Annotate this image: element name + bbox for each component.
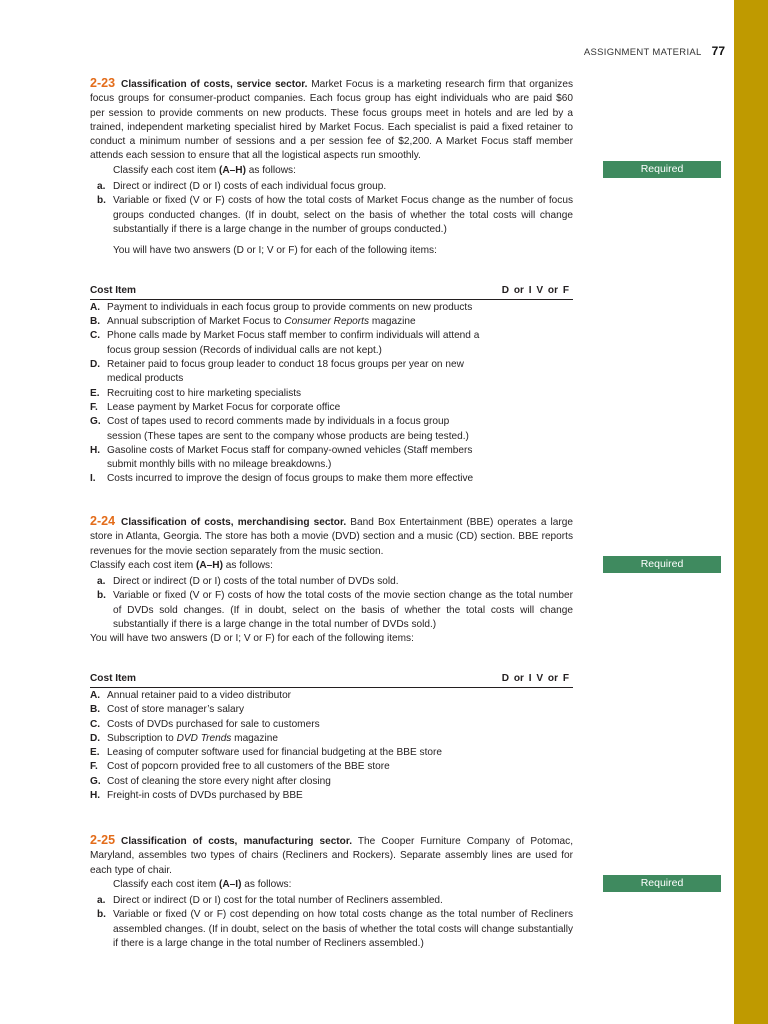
task-item [90, 180, 573, 194]
cost-item [90, 301, 485, 315]
problem-number: 2-24 [90, 514, 116, 528]
cost-item-text: Cost of popcorn provided free to all customers of the BBE store [107, 761, 390, 773]
task-label: b. [97, 909, 106, 921]
task-text: Direct or indirect (D or I) cost for the total number of Recliners assembled. [113, 895, 443, 907]
cost-item [90, 760, 485, 774]
cost-item-list [90, 689, 485, 803]
cost-item-text: Recruiting cost to hire marketing specialists [107, 387, 302, 399]
cost-item-text: Costs of DVDs purchased for sale to customers [107, 718, 320, 730]
task-list [90, 894, 573, 951]
cost-item-text: Cost of store manager’s salary [107, 704, 245, 716]
cost-item-text: Gasoline costs of Market Focus staff for company-owned vehicles (Staff members submit monthly bills with no mileage breakdowns.) [107, 444, 473, 471]
gold-edge-bar [734, 0, 768, 1024]
classify-text: Classify each cost item [113, 164, 220, 176]
task-label: a. [97, 895, 106, 907]
magazine-title: Consumer Reports [284, 316, 370, 328]
cost-item-heading: Cost Item [90, 672, 136, 684]
required-badge: Required [603, 875, 721, 892]
cost-item-text: Phone calls made by Market Focus staff member to confirm individuals will attend a focus group session (Records of individual calls are not kept.) [107, 330, 480, 356]
required-badge: Required [603, 556, 721, 573]
answers-note: You will have two answers (D or I; V or F) for each of the following items: [90, 633, 414, 645]
problem-2-23 [90, 76, 573, 487]
task-item [90, 575, 573, 589]
task-item [90, 589, 573, 632]
answer-columns-heading: D or I V or F [501, 284, 569, 296]
classify-range: (A–I) [219, 878, 242, 890]
cost-item-heading: Cost Item [90, 284, 136, 296]
classify-instruction [90, 559, 573, 573]
cost-item-text-end: magazine [369, 316, 416, 328]
cost-item-label: D. [90, 732, 101, 744]
task-label: b. [97, 590, 106, 602]
cost-item [90, 732, 485, 746]
task-label: a. [97, 576, 106, 588]
classify-text: Classify each cost item [113, 878, 220, 890]
cost-item-text: Lease payment by Market Focus for corporate office [107, 401, 341, 413]
cost-item-label: D. [90, 359, 101, 371]
problem-intro-text: Market Focus is a marketing research firm that organizes focus groups for consumer-product companies. Each focus group has eight individuals who are paid $60 per session to provide comments on new products. These focus groups meet in hotels and are led by a trained, independent marketing specialist hired by Market Focus. Each specialist is paid a fixed retainer to conduct a minimum number of sessions and a per session fee of $2,200. A Market Focus staff member attends each session to ensure that all the logistical aspects run smoothly. [90, 79, 573, 162]
problem-intro [90, 514, 573, 559]
cost-item-text-end: magazine [231, 732, 278, 744]
cost-item-text: Annual retainer paid to a video distributor [107, 689, 292, 701]
problem-title: Classification of costs, merchandising sector. [121, 517, 347, 528]
problem-intro [90, 76, 573, 164]
cost-item-label: B. [90, 704, 101, 716]
cost-item [90, 472, 485, 486]
cost-item-text: Cost of tapes used to record comments made by individuals in a focus group session (These tapes are sent to the company whose products are being tested.) [107, 416, 469, 442]
task-list [90, 575, 573, 632]
cost-item-label: B. [90, 316, 101, 328]
cost-item [90, 329, 485, 358]
cost-item [90, 789, 485, 803]
cost-item-text: Cost of cleaning the store every night after closing [107, 775, 331, 787]
problem-2-25 [90, 833, 573, 951]
magazine-title: DVD Trends [176, 732, 232, 744]
page-number: 77 [711, 44, 725, 58]
cost-table-header [90, 672, 573, 688]
cost-item [90, 746, 485, 760]
cost-item [90, 689, 485, 703]
cost-item-text: Leasing of computer software used for financial budgeting at the BBE store [107, 747, 442, 759]
cost-item-list [90, 301, 485, 487]
task-label: a. [97, 181, 106, 193]
task-text: Variable or fixed (V or F) costs of how the total costs of Market Focus change as the number of focus groups conducted changes. (If in doubt, select on the basis of whether the total costs will change substantially if there is a large change in the number of groups conducted.) [113, 195, 573, 235]
cost-item-label: H. [90, 444, 101, 456]
task-list [90, 180, 573, 237]
cost-item [90, 703, 485, 717]
task-item [90, 194, 573, 237]
cost-item-text: Subscription to [107, 732, 177, 744]
task-text: Direct or indirect (D or I) costs of the total number of DVDs sold. [113, 576, 399, 588]
cost-item-text: Retainer paid to focus group leader to conduct 18 focus groups per year on new medical products [107, 359, 464, 385]
cost-item-label: C. [90, 718, 101, 730]
cost-item [90, 358, 485, 387]
task-item [90, 908, 573, 951]
classify-text: Classify each cost item [90, 559, 197, 571]
required-badge: Required [603, 161, 721, 178]
task-label: b. [97, 195, 106, 207]
cost-item [90, 315, 485, 329]
cost-item-label: G. [90, 775, 101, 787]
task-item [90, 894, 573, 908]
problem-title: Classification of costs, manufacturing sector. [121, 836, 353, 847]
problem-intro-text: Band Box Entertainment (BBE) operates a large store in Atlanta, Georgia. The store has both a movie (DVD) section and a music (CD) section. BBE reports revenues for the movie section separately from the music section. [90, 517, 573, 557]
problem-number: 2-25 [90, 833, 116, 847]
cost-item-label: C. [90, 330, 101, 342]
problem-intro [90, 833, 573, 878]
cost-item-label: A. [90, 689, 101, 701]
classify-text-end: as follows: [241, 878, 292, 890]
classify-range: (A–H) [196, 559, 223, 571]
task-text: Direct or indirect (D or I) costs of each individual focus group. [113, 181, 387, 193]
answers-note: You will have two answers (D or I; V or F) for each of the following items: [113, 245, 437, 257]
cost-item-text: Costs incurred to improve the design of focus groups to make them more effective [107, 473, 474, 485]
cost-item [90, 415, 485, 444]
classify-instruction [90, 878, 573, 892]
classify-instruction [90, 164, 573, 178]
cost-item-label: E. [90, 747, 100, 759]
cost-item-label: I. [90, 473, 96, 485]
answer-columns-heading: D or I V or F [501, 672, 569, 684]
classify-text-end: as follows: [245, 164, 296, 176]
cost-item-text: Payment to individuals in each focus group to provide comments on new products [107, 301, 473, 313]
section-title: ASSIGNMENT MATERIAL [583, 47, 702, 58]
task-text: Variable or fixed (V or F) cost depending on how total costs change as the total number of Recliners assembled changes. (If in doubt, select on the basis of whether the total costs will change substantially if there is a large change in the total number of Recliners assembled.) [113, 909, 573, 950]
cost-item-label: E. [90, 387, 100, 399]
cost-item-label: G. [90, 416, 101, 428]
cost-item-text: Freight-in costs of DVDs purchased by BBE [107, 790, 303, 802]
problem-2-24 [90, 514, 573, 803]
cost-item-label: F. [90, 761, 98, 773]
task-text: Variable or fixed (V or F) costs of how the total costs of the movie section change as the total number of DVDs sold changes. (If in doubt, select on the basis of whether the total costs will change substantially if there is a large change in the total number of DVDs sold.) [113, 590, 573, 631]
cost-item-label: F. [90, 401, 98, 413]
running-head [540, 44, 725, 60]
problem-title: Classification of costs, service sector. [121, 79, 308, 90]
cost-item-label: H. [90, 790, 101, 802]
cost-item [90, 775, 485, 789]
cost-item [90, 387, 485, 401]
cost-item-text: Annual subscription of Market Focus to [107, 316, 285, 328]
cost-item [90, 718, 485, 732]
cost-table-header [90, 284, 573, 300]
classify-range: (A–H) [219, 164, 246, 176]
problem-number: 2-23 [90, 76, 116, 90]
cost-item [90, 401, 485, 415]
cost-item-label: A. [90, 301, 101, 313]
cost-item [90, 444, 485, 473]
problem-intro-text: The Cooper Furniture Company of Potomac, Maryland, assembles two types of chairs (Recliners and Rockers). Separate assembly lines are used for each type of chair. [90, 836, 573, 876]
classify-text-end: as follows: [222, 559, 273, 571]
